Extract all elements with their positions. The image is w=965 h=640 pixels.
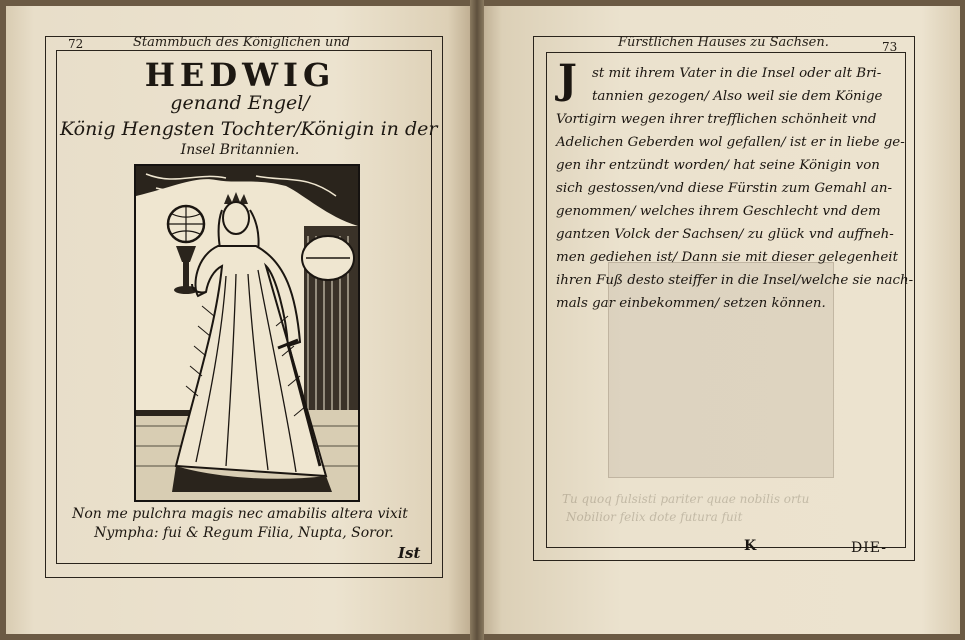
- body-line-3: Vortigirn wegen ihrer trefflichen schönheit vnd: [556, 112, 877, 127]
- signature-mark: K: [744, 538, 757, 554]
- right-running-head: Fürstlichen Hauses zu Sachsen.: [618, 35, 829, 50]
- body-line-11: mals gar einbekommen/ setzen können.: [556, 296, 826, 311]
- body-line-4: Adelichen Geberden wol gefallen/ ist er in liebe ge-: [556, 135, 905, 150]
- right-catchword: DIE-: [851, 540, 887, 556]
- body-line-5: gen ihr entzündt worden/ hat seine Königin von: [556, 158, 880, 173]
- body-line-6: sich gestossen/vnd diese Fürstin zum Gemahl an-: [556, 181, 892, 196]
- subtitle-line-3: Insel Britannien.: [180, 142, 300, 158]
- show-through-caption-1: Tu quoq fulsisti pariter quae nobilis ortu: [562, 492, 810, 506]
- latin-caption-line-1: Non me pulchra magis nec amabilis altera vixit: [72, 506, 408, 522]
- body-line-7: genommen/ welches ihrem Geschlecht vnd dem: [556, 204, 881, 219]
- body-line-8: gantzen Volck der Sachsen/ zu glück vnd auffneh-: [556, 227, 894, 242]
- left-running-head: Stammbuch des Königlichen und: [133, 35, 351, 50]
- woodcut-figure-image: [136, 166, 358, 500]
- page-title: HEDWIG: [144, 56, 336, 94]
- body-line-10: ihren Fuß desto steiffer in die Insel/welche sie nach-: [556, 273, 914, 288]
- show-through-caption-2: Nobilior felix dote futura fuit: [566, 510, 743, 524]
- body-text: [556, 56, 914, 315]
- subtitle-line-1: genand Engel/: [170, 92, 310, 114]
- right-page-number: 73: [882, 40, 898, 54]
- book-gutter: [470, 0, 484, 640]
- latin-caption-line-2: Nympha: fui & Regum Filia, Nupta, Soror.: [94, 525, 394, 541]
- drop-initial: J: [558, 56, 577, 103]
- left-catchword: Ist: [398, 544, 421, 562]
- subtitle-line-2: König Hengsten Tochter/Königin in der: [60, 118, 438, 140]
- body-line-1: st mit ihrem Vater in die Insel oder alt Bri-: [592, 66, 882, 81]
- body-line-2: tannien gezogen/ Also weil sie dem Könige: [592, 89, 883, 104]
- left-page-number: 72: [68, 37, 84, 51]
- woodcut-illustration: [134, 164, 360, 502]
- body-line-9: men gediehen ist/ Dann sie mit dieser gelegenheit: [556, 250, 898, 265]
